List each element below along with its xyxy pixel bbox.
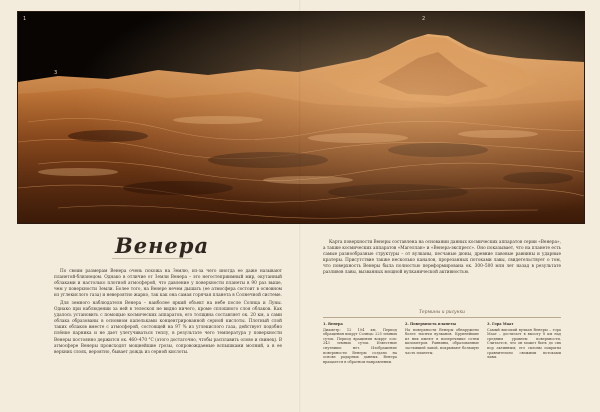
book-gutter — [299, 0, 301, 412]
sidebar-column-2-heading: 2. Поверхность планеты — [405, 322, 456, 326]
sidebar-columns — [323, 322, 561, 392]
article-title: Венера — [115, 233, 210, 258]
left-paragraph-2: Для земного наблюдателя Венера – наиболее яркий объект на небе после Солнца и Луны. Однако при наблюдении за ней в телескоп не видно ничего, кроме сплошного слоя облаков. Как удалось установить с помощью космических аппаратов, его толщина составляет ок. 20 км, а сами облака образованы в основном капельками концентрированной серной кислоты. Плотный слой таких облаков вместе с атмосферой, состоящей на 97 % из углекислого газа, действует подобно плёнке парника и не дает улетучиваться теплу, в результате чего температура у поверхности Венеры постоянно держится ок. 460–470 °C (этого достаточно, чтобы расплавить олово и свинец). В атмосфере Венеры происходят мощнейшие грозы, сопровождаемые вспышками молний, а в ее верхних слоях, вероятно, бывает дождь из серной кислоты. — [54, 301, 282, 355]
sidebar-column-1 — [323, 322, 397, 392]
sidebar-heading: Термины и рисунки — [419, 310, 465, 315]
sidebar-column-3-text: Самый высокий вулкан Венеры – гора Маат – достигает в высоту 8 км над средним уровнем поверхности. Считается, что он может быть до сих пор активным; его склоны покрыты сравнительно свежими потоками лавы. — [487, 327, 561, 360]
panorama-marker-1: 1 — [23, 16, 27, 22]
sidebar-column-3 — [487, 322, 561, 392]
right-paragraph-1: Карта поверхности Венеры составлена на основании данных космических аппаратов серии «Венера», а также космических аппаратов «Магеллан» и «Венера-экспресс». Оно показывает, что на планете есть самые разнообразные структуры – от вулканы, песчаные дюны, древние лавовые равнины и ударные кратеры. Присутствие также несколько каналов, прорезанных потоками лавы, свидетельствует о том, что поверхность Венеры была полностью переформирована ок. 300–500 млн лет назад в результате разливов лавы, вызванных мощной вулканической активностью. — [323, 240, 561, 276]
panorama-marker-3: 3 — [54, 70, 58, 76]
sidebar-column-2 — [405, 322, 479, 392]
sidebar-divider — [323, 317, 561, 318]
left-text-column — [54, 269, 282, 358]
right-text-column — [323, 240, 561, 278]
venus-surface-illustration — [18, 12, 584, 223]
title-underline — [112, 258, 192, 259]
venus-panorama — [17, 11, 585, 224]
sidebar-column-2-text: На поверхности Венеры обнаружено более тысячи вулканов. Крупнейшие из них имеют в поперечнике сотни километров. Равнины, образованные застывшей лавой, покрывают большую часть планеты. — [405, 327, 479, 355]
sidebar-column-3-heading: 3. Гора Маат — [487, 322, 514, 326]
left-paragraph-1: По своим размерам Венера очень похожа на Землю, из-за чего иногда ее даже называют планетой-близнецом. Однако в отличие от Земли Венера – это негостеприимный мир, окутанный облаками и настолько плотной атмосферой, что давление у поверхности планеты в 90 раз выше, чем у поверхности Земли. Более того, на Венере нечем дышать (ее атмосфера состоит в основном из углекислого газа) и невероятно жарко, так как она самая горячая планета в Солнечной системе. — [54, 269, 282, 299]
sidebar-column-1-heading: 1. Венера — [323, 322, 343, 326]
sidebar-column-1-text: Диаметр: 12 104 км. Период обращения вокруг Солнца: 225 земных суток. Период вращения вокруг оси: 243 земных суток. Известные спутники: нет. Изображение поверхности Венеры создано на основе радарных данных. Венера вращается в обратном направлении. — [323, 327, 397, 364]
panorama-marker-2: 2 — [422, 16, 426, 22]
